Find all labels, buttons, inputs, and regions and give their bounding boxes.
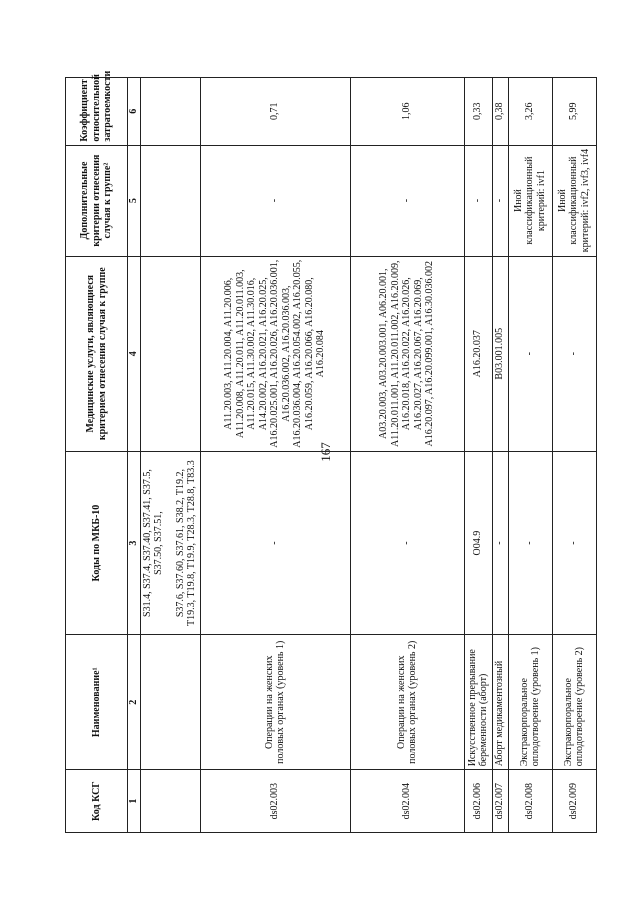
rotated-table-wrapper [65,70,591,833]
table-row [508,78,552,833]
cell-criteria: - [464,145,492,256]
col-number: 4 [128,256,141,451]
cell-name: Экстракорпоральное оплодотворение (уровень 1) [508,635,552,770]
cell-coef: 5,99 [552,78,596,146]
cell-mkb: - [552,451,596,634]
col-number: 1 [128,770,141,833]
mkb-codes-part-1: S31.4, S37.4, S37.40, S37.41, S37.5, S37.50, S37.51, [141,469,164,617]
cell-services: B03.001.005 [492,256,508,451]
cell-coef: 3,26 [508,78,552,146]
header-services: Медицинские услуги, являющиеся критерием отнесения случая к группе [66,256,128,451]
table-header-row [66,78,128,833]
table-row [140,78,200,833]
cell-coef: 0,33 [464,78,492,146]
table-row [552,78,596,833]
cell-code: ds02.007 [492,770,508,833]
table-row [492,78,508,833]
cell-name: Искусственное прерывание беременности (аборт) [464,635,492,770]
cell-coef: 0,71 [200,78,350,146]
cell-code: ds02.009 [552,770,596,833]
cell-criteria: - [350,145,464,256]
cell-criteria: Иной классификационный критерий: ivf1 [508,145,552,256]
cell-code: ds02.003 [200,770,350,833]
ksg-table [65,70,597,833]
cell-mkb: - [200,451,350,634]
col-number: 6 [128,78,141,146]
col-number: 5 [128,145,141,256]
cell-name: Экстракорпоральное оплодотворение (уровень 2) [552,635,596,770]
cell-name: Аборт медикаментозный [492,635,508,770]
cell-criteria: Иной классификационный критерий: ivf2, ivf3, ivf4 [552,145,596,256]
cell-criteria: - [200,145,350,256]
col-number: 3 [128,451,141,634]
header-code: Код КСГ [66,770,128,833]
cell-criteria [140,145,200,256]
cell-coef: 1,06 [350,78,464,146]
page-number: 167 [318,442,333,462]
cell-mkb: - [492,451,508,634]
cell-criteria: - [492,145,508,256]
col-number: 2 [128,635,141,770]
table-row [200,78,350,833]
cell-coef [140,78,200,146]
cell-mkb: - [508,451,552,634]
cell-mkb: O04.9 [464,451,492,634]
cell-code: ds02.008 [508,770,552,833]
cell-mkb [140,451,200,634]
header-mkb: Коды по МКБ-10 [66,451,128,634]
cell-name: Операции на женских половых органах (уровень 1) [200,635,350,770]
cell-services: A03.20.003, A03.20.003.001, A06.20.001, A11.20.011.001, A11.20.011.002, A16.20.009, A16.20.018, A16.20.022, A16.20.026, A16.20.027, A16.20.067, A16.20.069, A16.20.097, A16.20.099.001, A16.30.036.002 [350,256,464,451]
cell-services [140,256,200,451]
header-coef: Коэффициент относительной затратоемкости [66,78,128,146]
mkb-codes-part-2: S37.6, S37.60, S37.61, S38.2, T19.2, T19.3, T19.8, T19.9, T28.3, T28.8, T83.3 [174,460,197,626]
table-row [350,78,464,833]
cell-coef: 0,38 [492,78,508,146]
cell-name: Операции на женских половых органах (уровень 2) [350,635,464,770]
cell-services: - [508,256,552,451]
table-row [464,78,492,833]
cell-code [140,770,200,833]
cell-name [140,635,200,770]
header-criteria: Дополнительные критерии отнесения случая к группе² [66,145,128,256]
header-name: Наименование¹ [66,635,128,770]
cell-code: ds02.006 [464,770,492,833]
cell-mkb: - [350,451,464,634]
cell-services: A16.20.037 [464,256,492,451]
cell-code: ds02.004 [350,770,464,833]
cell-services: - [552,256,596,451]
column-number-row [128,78,141,833]
cell-services: A11.20.003, A11.20.004, A11.20.006, A11.20.008, A11.20.011, A11.20.011.003, A11.20.015, A11.30.002, A11.30.016, A14.20.002, A16.20.021, A16.20.025, A16.20.025.001, A16.20.026, A16.20.036.001, A16.20.036.002, A16.20.036.003, A16.20.036.004, A16.20.054.002, A16.20.055, A16.20.059, A16.20.066, A16.20.080, A16.20.084 [200,256,350,451]
